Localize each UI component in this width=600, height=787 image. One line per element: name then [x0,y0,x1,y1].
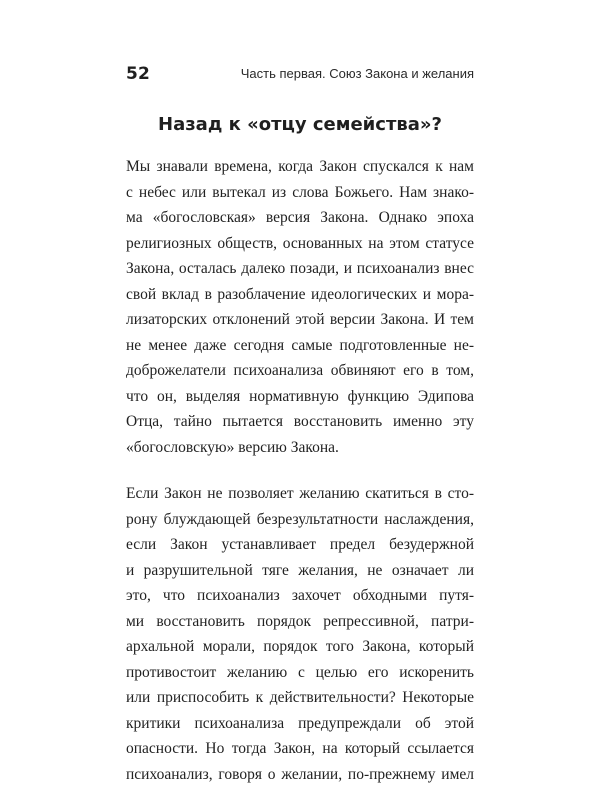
text-line: Закона, осталась далеко позади, и психоанализ внес [126,256,474,282]
text-line: Если Закон не позволяет желанию скатиться в сто- [126,481,474,507]
text-line: не менее даже сегодня самые подготовленные не- [126,333,474,359]
text-line: опасности. Но тогда Закон, на который ссылается [126,736,474,762]
text-line: Мы знавали времена, когда Закон спускался к нам [126,154,474,180]
text-line: или приспособить к действительности? Некоторые [126,685,474,711]
text-line: и разрушительной тяге желания, не означает ли [126,558,474,584]
text-line: ми восстановить порядок репрессивной, патри- [126,609,474,635]
body-text [126,154,474,787]
text-line: критики психоанализа предупреждали об этой [126,711,474,737]
paragraph [126,154,474,460]
text-line: психоанализ, говоря о желании, по-прежнему имел [126,762,474,787]
text-line: противостоит желанию с целью его искоренить [126,660,474,686]
running-head: Часть первая. Союз Закона и желания [241,66,474,82]
text-line: доброжелатели психоанализа обвиняют его в том, [126,358,474,384]
paragraph [126,481,474,787]
text-line: если Закон устанавливает предел безудержной [126,532,474,558]
text-line: Отца, тайно пытается восстановить именно эту [126,409,474,435]
text-line: ма «богословская» версия Закона. Однако эпоха [126,205,474,231]
text-line: это, что психоанализ захочет обходными путя- [126,583,474,609]
text-line: лизаторских отклонений этой версии Закона. И тем [126,307,474,333]
text-line: что он, выделяя нормативную функцию Эдипова [126,384,474,410]
text-line: архальной морали, порядок того Закона, который [126,634,474,660]
text-line: с небес или вытекал из слова Божьего. Нам знако- [126,180,474,206]
page-number: 52 [126,64,150,84]
page-header [126,64,474,86]
section-title: Назад к «отцу семейства»? [126,113,474,137]
text-line: «богословскую» версию Закона. [126,435,474,461]
text-line: рону блуждающей безрезультатности наслаждения, [126,507,474,533]
text-line: свой вклад в разоблачение идеологических и мора- [126,282,474,308]
text-line: религиозных обществ, основанных на этом статусе [126,231,474,257]
